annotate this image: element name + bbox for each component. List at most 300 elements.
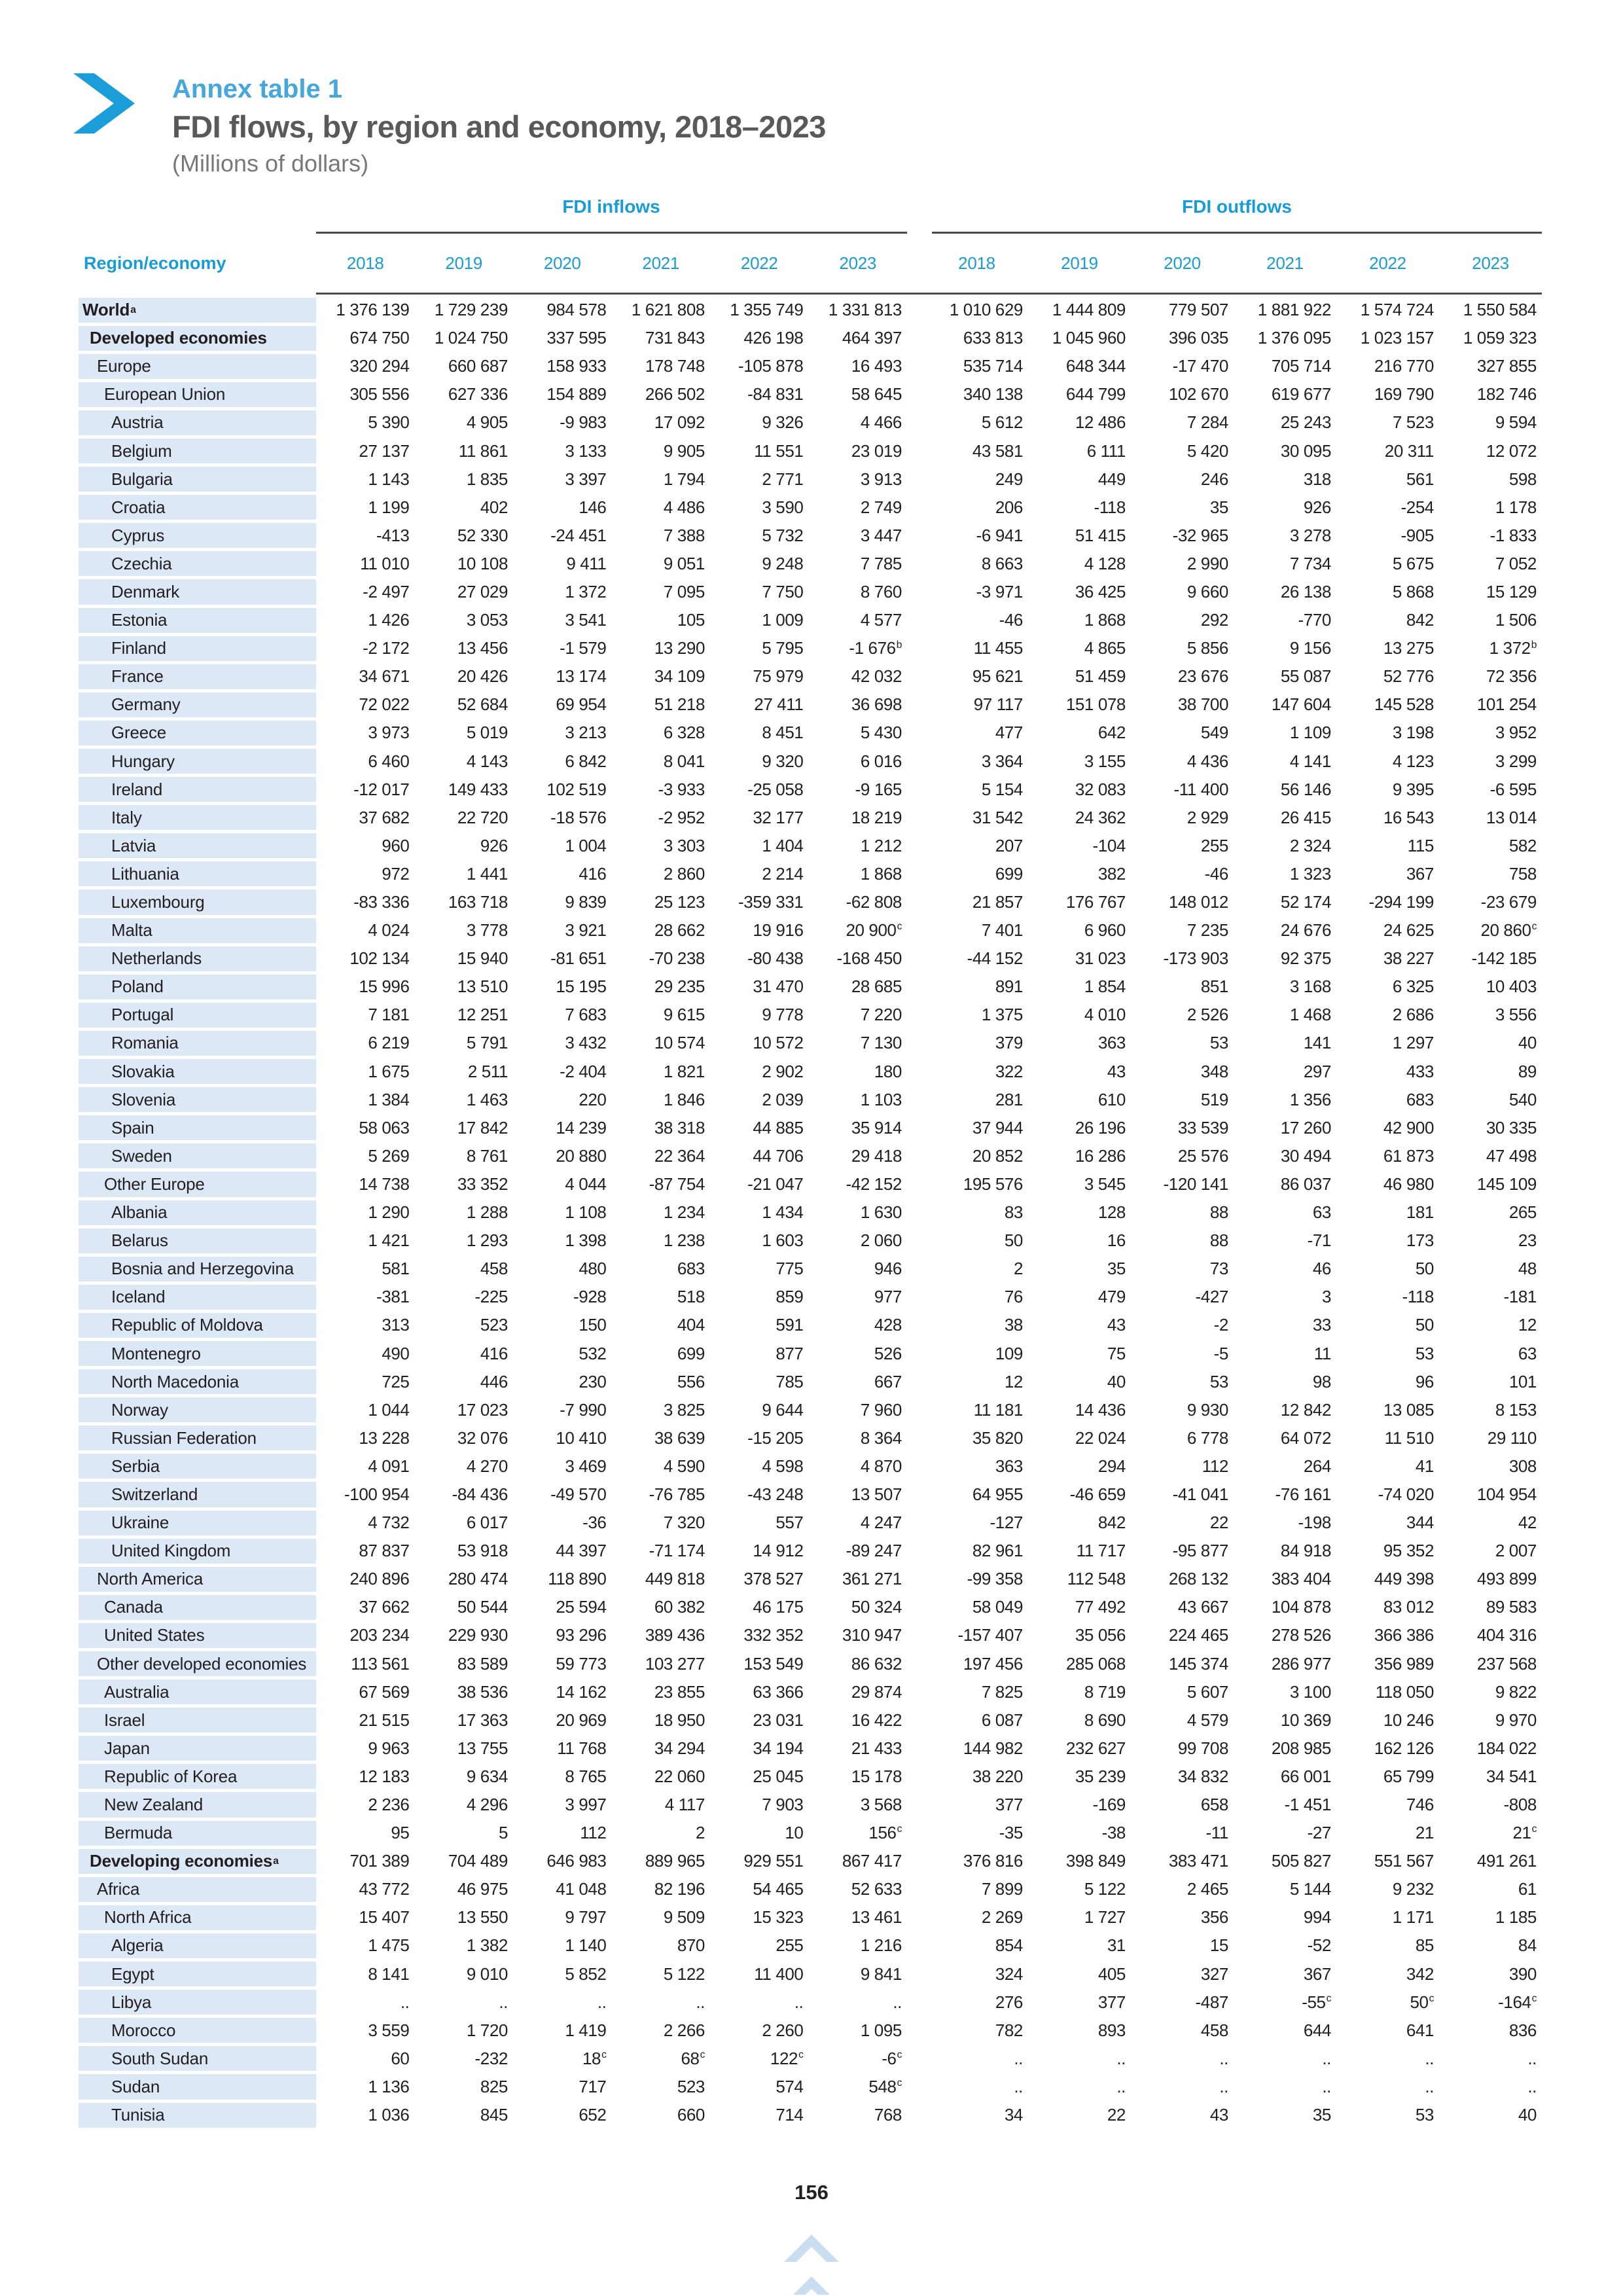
- group-gap: [907, 747, 925, 776]
- cell-outflow-2023: 491 261: [1476, 1851, 1537, 1871]
- cell-outflow-2019: 12 486: [1075, 412, 1126, 433]
- cell-inflow-2022: 153 549: [743, 1653, 804, 1674]
- group-gap: [907, 437, 925, 465]
- cell-outflow-2021: 4 141: [1289, 751, 1331, 771]
- cell-inflow-2022: -43 248: [747, 1484, 804, 1504]
- cell-inflow-2022: 785: [776, 1371, 804, 1391]
- cell-inflow-2023: 3 913: [860, 469, 902, 489]
- cell-inflow-2019: 926: [480, 835, 508, 855]
- cell-outflow-2018: 207: [995, 835, 1023, 855]
- cell-outflow-2021: -76 161: [1275, 1484, 1331, 1504]
- cell-outflow-2020: -120 141: [1163, 1174, 1228, 1194]
- cell-inflow-2019: 27 029: [457, 581, 508, 601]
- cell-outflow-2020: -95 877: [1172, 1541, 1228, 1561]
- row-label: Iceland: [79, 1285, 316, 1310]
- year-header-out-2023: 2023: [1472, 253, 1509, 273]
- cell-inflow-2018: 1 136: [368, 2076, 410, 2096]
- table-row: [79, 1255, 1542, 1283]
- row-label: Germany: [79, 692, 316, 717]
- cell-inflow-2018: 21 515: [359, 1710, 410, 1730]
- cell-outflow-2023: 7 052: [1495, 553, 1537, 573]
- cell-inflow-2023: 5 430: [860, 723, 902, 743]
- group-gap: [907, 1424, 925, 1452]
- cell-outflow-2020: 53: [1209, 1371, 1228, 1391]
- cell-inflow-2021: 3 825: [663, 1399, 705, 1420]
- cell-outflow-2018: 37 944: [972, 1117, 1023, 1138]
- cell-outflow-2023: 89 583: [1486, 1597, 1537, 1617]
- cell-inflow-2022: 9 326: [762, 412, 804, 433]
- cell-inflow-2021: 22 060: [654, 1766, 705, 1786]
- cell-outflow-2019: 842: [1097, 1513, 1126, 1533]
- cell-inflow-2019: -84 436: [452, 1484, 508, 1504]
- cell-outflow-2022: ..: [1425, 2076, 1434, 2096]
- cell-outflow-2018: -157 407: [957, 1625, 1023, 1645]
- cell-inflow-2021: 1 821: [663, 1061, 705, 1081]
- cell-outflow-2022: 367: [1406, 863, 1434, 884]
- row-label: Poland: [79, 975, 316, 999]
- cell-inflow-2019: -232: [474, 2048, 508, 2068]
- cell-outflow-2023: 582: [1508, 835, 1537, 855]
- cell-inflow-2022: 2 771: [762, 469, 804, 489]
- cell-inflow-2022: 332 352: [743, 1625, 804, 1645]
- cell-inflow-2023: 464 397: [842, 328, 902, 348]
- cell-outflow-2021: 505 827: [1271, 1851, 1331, 1871]
- group-gap: [907, 634, 925, 662]
- cell-inflow-2018: 87 837: [359, 1541, 410, 1561]
- table-row: [79, 1227, 1542, 1255]
- cell-outflow-2021: ..: [1322, 2076, 1331, 2096]
- cell-outflow-2019: -38: [1101, 1823, 1126, 1843]
- cell-outflow-2019: 112 548: [1067, 1569, 1126, 1589]
- row-label: Developing economies a: [79, 1849, 316, 1874]
- row-label: Malta: [79, 918, 316, 943]
- row-label: Republic of Korea: [79, 1764, 316, 1789]
- group-gap: [907, 691, 925, 719]
- row-label: Italy: [79, 805, 316, 830]
- cell-outflow-2023: 265: [1508, 1202, 1537, 1223]
- cell-inflow-2018: 6 219: [368, 1033, 410, 1053]
- cell-outflow-2020: 7 235: [1186, 920, 1228, 941]
- cell-inflow-2022: 44 706: [753, 1145, 804, 1166]
- cell-outflow-2023: -23 679: [1480, 892, 1537, 912]
- cell-inflow-2023: 58 645: [851, 384, 902, 404]
- cell-outflow-2020: -11 400: [1173, 779, 1228, 799]
- cell-inflow-2022: 1 009: [762, 610, 804, 630]
- table-row: [79, 1452, 1542, 1480]
- cell-outflow-2018: 82 961: [972, 1541, 1023, 1561]
- cell-outflow-2020: 43 667: [1177, 1597, 1228, 1617]
- cell-outflow-2019: 40: [1107, 1371, 1126, 1391]
- group-gap: [907, 408, 925, 437]
- table-row: [79, 1283, 1542, 1311]
- cell-inflow-2019: 11 861: [458, 440, 508, 461]
- cell-outflow-2020: -5: [1213, 1343, 1228, 1363]
- cell-outflow-2021: 367: [1303, 1964, 1331, 1984]
- row-label: Spain: [79, 1115, 316, 1140]
- cell-inflow-2021: 7 320: [663, 1513, 705, 1533]
- group-gap: [907, 1763, 925, 1791]
- cell-inflow-2018: 13 228: [359, 1427, 410, 1448]
- cell-inflow-2023: -1 676$^b$: [849, 638, 902, 658]
- cell-inflow-2018: 3 559: [368, 2020, 410, 2040]
- cell-outflow-2022: 85: [1415, 1935, 1434, 1956]
- cell-outflow-2018: 1 010 629: [949, 300, 1023, 320]
- cell-outflow-2022: 46 980: [1383, 1174, 1434, 1194]
- table-row: [79, 1537, 1542, 1565]
- group-gap: [907, 1368, 925, 1396]
- cell-outflow-2023: 8 153: [1495, 1399, 1537, 1420]
- cell-inflow-2019: 52 330: [457, 525, 508, 545]
- table-row: [79, 1198, 1542, 1227]
- cell-outflow-2022: 551 567: [1374, 1851, 1434, 1871]
- group-gap: [907, 522, 925, 550]
- cell-inflow-2023: 15 178: [851, 1766, 902, 1786]
- cell-outflow-2021: 3 100: [1289, 1681, 1331, 1702]
- cell-inflow-2018: 4 732: [368, 1513, 410, 1533]
- inflows-group-rule: [316, 232, 907, 234]
- cell-outflow-2022: 53: [1415, 2105, 1434, 2125]
- cell-outflow-2022: 4 123: [1392, 751, 1434, 771]
- group-gap: [907, 1509, 925, 1537]
- cell-outflow-2019: 1 868: [1084, 610, 1126, 630]
- cell-outflow-2019: 1 727: [1084, 1907, 1126, 1928]
- cell-outflow-2018: 3 364: [981, 751, 1023, 771]
- cell-inflow-2019: 6 017: [466, 1513, 508, 1533]
- cell-inflow-2019: 52 684: [457, 694, 508, 715]
- cell-outflow-2018: -35: [999, 1823, 1023, 1843]
- cell-outflow-2018: 43 581: [972, 440, 1023, 461]
- cell-inflow-2018: 240 896: [349, 1569, 410, 1589]
- year-header-out-2021: 2021: [1266, 253, 1304, 273]
- cell-inflow-2020: -1 579: [560, 638, 607, 658]
- cell-outflow-2020: 33 539: [1177, 1117, 1228, 1138]
- cell-outflow-2020: 327: [1200, 1964, 1228, 1984]
- cell-inflow-2021: 660: [677, 2105, 705, 2125]
- cell-inflow-2023: 3 568: [860, 1795, 902, 1815]
- cell-outflow-2021: 1 323: [1289, 863, 1331, 884]
- cell-inflow-2018: 581: [382, 1259, 410, 1279]
- cell-inflow-2020: -2 404: [560, 1061, 607, 1081]
- row-label: Finland: [79, 636, 316, 661]
- cell-outflow-2021: 297: [1303, 1061, 1331, 1081]
- cell-inflow-2023: 310 947: [842, 1625, 902, 1645]
- cell-inflow-2021: 389 436: [645, 1625, 705, 1645]
- cell-outflow-2022: 356 989: [1374, 1653, 1434, 1674]
- cell-inflow-2022: 591: [776, 1315, 804, 1335]
- cell-inflow-2019: 17 023: [457, 1399, 508, 1420]
- row-label: Libya: [79, 1990, 316, 2015]
- table-row: [79, 2073, 1542, 2101]
- group-gap: [907, 2017, 925, 2045]
- table-row: [79, 860, 1542, 888]
- cell-inflow-2020: 3 397: [565, 469, 607, 489]
- cell-inflow-2023: 86 632: [851, 1653, 902, 1674]
- cell-outflow-2019: 5 122: [1084, 1879, 1126, 1899]
- cell-inflow-2019: 1 288: [466, 1202, 508, 1223]
- row-label: Slovenia: [79, 1087, 316, 1112]
- cell-outflow-2022: 9 232: [1392, 1879, 1434, 1899]
- cell-outflow-2020: -41 041: [1172, 1484, 1228, 1504]
- cell-inflow-2018: 1 675: [368, 1061, 410, 1081]
- row-label: South Sudan: [79, 2046, 316, 2071]
- table-row: [79, 1931, 1542, 1960]
- cell-outflow-2020: 356: [1200, 1907, 1228, 1928]
- cell-outflow-2018: 38: [1004, 1315, 1023, 1335]
- table-row: [79, 804, 1542, 832]
- cell-outflow-2020: 5 607: [1186, 1681, 1228, 1702]
- table-row: [79, 1339, 1542, 1367]
- table-row: [79, 1114, 1542, 1142]
- row-label: Norway: [79, 1397, 316, 1422]
- cell-inflow-2019: 3 778: [466, 920, 508, 941]
- cell-outflow-2019: 363: [1097, 1033, 1126, 1053]
- cell-outflow-2020: -32 965: [1172, 525, 1228, 545]
- cell-outflow-2021: 24 676: [1280, 920, 1331, 941]
- cell-inflow-2020: 1 140: [565, 1935, 607, 1956]
- cell-outflow-2020: 224 465: [1168, 1625, 1228, 1645]
- cell-outflow-2021: 1 376 095: [1257, 328, 1331, 348]
- row-label: North America: [79, 1567, 316, 1592]
- cell-outflow-2020: 22: [1209, 1513, 1228, 1533]
- cell-inflow-2023: 361 271: [842, 1569, 902, 1589]
- row-label: Serbia: [79, 1454, 316, 1479]
- cell-outflow-2021: 3 168: [1289, 977, 1331, 997]
- cell-outflow-2023: 104 954: [1476, 1484, 1537, 1504]
- cell-inflow-2020: 20 969: [556, 1710, 607, 1730]
- cell-inflow-2022: 877: [776, 1343, 804, 1363]
- table-row: [79, 1621, 1542, 1649]
- row-label: Ukraine: [79, 1511, 316, 1535]
- cell-outflow-2020: 779 507: [1168, 300, 1228, 320]
- cell-outflow-2019: 35 056: [1075, 1625, 1126, 1645]
- cell-outflow-2019: 51 459: [1075, 666, 1126, 687]
- cell-inflow-2022: 426 198: [743, 328, 804, 348]
- cell-inflow-2022: 46 175: [753, 1597, 804, 1617]
- cell-inflow-2019: 13 755: [457, 1738, 508, 1758]
- cell-outflow-2019: 382: [1097, 863, 1126, 884]
- cell-inflow-2018: 203 234: [349, 1625, 410, 1645]
- group-gap: [907, 1931, 925, 1960]
- table-row: [79, 1001, 1542, 1029]
- cell-outflow-2022: 96: [1415, 1371, 1434, 1391]
- cell-outflow-2021: 98: [1312, 1371, 1331, 1391]
- cell-outflow-2020: 6 778: [1186, 1427, 1228, 1448]
- cell-inflow-2018: -381: [376, 1287, 410, 1307]
- cell-outflow-2022: 53: [1415, 1343, 1434, 1363]
- cell-inflow-2021: ..: [696, 1992, 705, 2012]
- table-row: [79, 634, 1542, 662]
- cell-outflow-2022: 3 198: [1392, 723, 1434, 743]
- group-gap: [907, 1114, 925, 1142]
- cell-inflow-2021: 6 328: [663, 723, 705, 743]
- cell-outflow-2020: 5 856: [1186, 638, 1228, 658]
- cell-outflow-2021: 264: [1303, 1456, 1331, 1476]
- cell-outflow-2019: 1 854: [1084, 977, 1126, 997]
- group-gap: [907, 240, 925, 280]
- cell-inflow-2023: 3 447: [860, 525, 902, 545]
- cell-inflow-2019: 660 687: [448, 356, 508, 376]
- cell-inflow-2022: 34 194: [753, 1738, 804, 1758]
- cell-inflow-2020: 6 842: [565, 751, 607, 771]
- cell-outflow-2023: 101: [1508, 1371, 1537, 1391]
- group-gap: [907, 550, 925, 578]
- cell-inflow-2020: 230: [579, 1371, 607, 1391]
- cell-inflow-2018: 67 569: [359, 1681, 410, 1702]
- cell-outflow-2021: 208 985: [1271, 1738, 1331, 1758]
- cell-inflow-2022: -15 205: [747, 1427, 804, 1448]
- chevron-up-icon: [784, 2229, 839, 2295]
- cell-outflow-2020: -2: [1213, 1315, 1228, 1335]
- cell-outflow-2023: 47 498: [1486, 1145, 1537, 1166]
- cell-inflow-2023: 946: [874, 1259, 902, 1279]
- table-row: [79, 1988, 1542, 2017]
- cell-outflow-2020: 4 579: [1186, 1710, 1228, 1730]
- cell-outflow-2018: 38 220: [972, 1766, 1023, 1786]
- cell-outflow-2018: 376 816: [963, 1851, 1023, 1871]
- group-gap: [907, 2101, 925, 2129]
- cell-outflow-2022: 42 900: [1383, 1117, 1434, 1138]
- cell-outflow-2019: 479: [1097, 1287, 1126, 1307]
- cell-outflow-2018: 109: [995, 1343, 1023, 1363]
- cell-inflow-2020: 93 296: [556, 1625, 607, 1645]
- cell-inflow-2018: -2 172: [363, 638, 410, 658]
- cell-inflow-2023: 9 841: [860, 1964, 902, 1984]
- cell-inflow-2023: 4 870: [860, 1456, 902, 1476]
- cell-inflow-2021: -71 174: [649, 1541, 705, 1561]
- cell-inflow-2018: 674 750: [349, 328, 410, 348]
- cell-outflow-2020: 4 436: [1186, 751, 1228, 771]
- cell-inflow-2021: 449 818: [645, 1569, 705, 1589]
- cell-inflow-2021: 9 905: [663, 440, 705, 461]
- page-number: 156: [794, 2181, 829, 2204]
- cell-outflow-2023: 89: [1518, 1061, 1537, 1081]
- table-row: [79, 1678, 1542, 1706]
- cell-outflow-2020: 148 012: [1168, 892, 1228, 912]
- cell-inflow-2020: 146: [579, 497, 607, 517]
- table-row: [79, 973, 1542, 1001]
- group-gap: [907, 1593, 925, 1621]
- cell-inflow-2023: 8 364: [860, 1427, 902, 1448]
- cell-outflow-2023: 182 746: [1476, 384, 1537, 404]
- cell-inflow-2022: 2 902: [762, 1061, 804, 1081]
- cell-inflow-2021: 889 965: [645, 1851, 705, 1871]
- cell-outflow-2021: 705 714: [1271, 356, 1331, 376]
- cell-inflow-2018: 37 682: [359, 807, 410, 827]
- cell-outflow-2023: -142 185: [1471, 948, 1537, 969]
- cell-outflow-2021: 64 072: [1280, 1427, 1331, 1448]
- cell-inflow-2023: 4 577: [860, 610, 902, 630]
- cell-outflow-2020: 35: [1209, 497, 1228, 517]
- group-gap: [907, 324, 925, 352]
- cell-inflow-2022: 122$^c$: [770, 2048, 804, 2068]
- cell-inflow-2021: 60 382: [654, 1597, 705, 1617]
- cell-inflow-2021: 1 621 808: [631, 300, 705, 320]
- row-label: Other developed economies: [79, 1651, 316, 1676]
- cell-outflow-2023: 493 899: [1476, 1569, 1537, 1589]
- group-gap: [907, 1142, 925, 1170]
- group-gap: [907, 1086, 925, 1114]
- cell-inflow-2022: 25 045: [753, 1766, 804, 1786]
- cell-outflow-2021: 141: [1303, 1033, 1331, 1053]
- cell-inflow-2019: 280 474: [448, 1569, 508, 1589]
- table-row: [79, 1819, 1542, 1847]
- cell-inflow-2020: 14 162: [556, 1681, 607, 1702]
- cell-outflow-2023: ..: [1527, 2048, 1537, 2068]
- cell-outflow-2023: 30 335: [1486, 1117, 1537, 1138]
- cell-outflow-2018: 34: [1004, 2105, 1023, 2125]
- cell-inflow-2018: 1 199: [368, 497, 410, 517]
- cell-inflow-2018: 1 376 139: [336, 300, 410, 320]
- cell-outflow-2020: -427: [1195, 1287, 1228, 1307]
- cell-inflow-2018: 960: [382, 835, 410, 855]
- row-label: Belarus: [79, 1229, 316, 1253]
- cell-inflow-2022: 11 551: [754, 440, 804, 461]
- cell-inflow-2020: 646 983: [546, 1851, 607, 1871]
- cell-outflow-2019: 32 083: [1075, 779, 1126, 799]
- cell-outflow-2020: 519: [1200, 1089, 1228, 1109]
- cell-inflow-2018: 72 022: [359, 694, 410, 715]
- cell-inflow-2021: 105: [677, 610, 705, 630]
- row-label: Croatia: [79, 495, 316, 520]
- year-header-out-2019: 2019: [1061, 253, 1098, 273]
- cell-outflow-2018: 2: [1013, 1259, 1023, 1279]
- cell-outflow-2023: 2 007: [1495, 1541, 1537, 1561]
- cell-inflow-2022: 859: [776, 1287, 804, 1307]
- cell-inflow-2021: 29 235: [654, 977, 705, 997]
- cell-outflow-2018: -44 152: [967, 948, 1023, 969]
- cell-inflow-2019: 53 918: [457, 1541, 508, 1561]
- cell-outflow-2019: -46 659: [1069, 1484, 1126, 1504]
- group-gap: [907, 1452, 925, 1480]
- year-header-in-2020: 2020: [543, 253, 581, 273]
- cell-outflow-2019: 294: [1097, 1456, 1126, 1476]
- cell-inflow-2020: 3 997: [565, 1795, 607, 1815]
- row-label: Republic of Moldova: [79, 1313, 316, 1338]
- annex-table-label: Annex table 1: [172, 75, 343, 103]
- cell-inflow-2020: 9 839: [565, 892, 607, 912]
- cell-inflow-2020: 3 133: [565, 440, 607, 461]
- table-row: [79, 324, 1542, 352]
- cell-outflow-2023: 20 860$^c$: [1480, 920, 1537, 941]
- year-header-in-2023: 2023: [839, 253, 877, 273]
- table-body: [79, 296, 1542, 2129]
- cell-outflow-2023: 540: [1508, 1089, 1537, 1109]
- cell-inflow-2021: -76 785: [649, 1484, 705, 1504]
- row-label: Ireland: [79, 777, 316, 802]
- cell-inflow-2021: 34 294: [654, 1738, 705, 1758]
- table-row: [79, 1903, 1542, 1931]
- cell-outflow-2019: 893: [1097, 2020, 1126, 2040]
- cell-outflow-2020: 9 660: [1186, 581, 1228, 601]
- cell-outflow-2022: 52 776: [1383, 666, 1434, 687]
- cell-inflow-2021: 1 846: [663, 1089, 705, 1109]
- cell-inflow-2021: 1 794: [663, 469, 705, 489]
- table-row: [79, 916, 1542, 944]
- row-label: Europe: [79, 354, 316, 379]
- cell-outflow-2018: 64 955: [972, 1484, 1023, 1504]
- cell-outflow-2021: 26 138: [1280, 581, 1331, 601]
- cell-inflow-2021: -87 754: [649, 1174, 705, 1194]
- group-gap: [907, 662, 925, 691]
- cell-inflow-2022: 2 039: [762, 1089, 804, 1109]
- table-row: [79, 1086, 1542, 1114]
- cell-outflow-2019: 3 545: [1084, 1174, 1126, 1194]
- row-label: Netherlands: [79, 946, 316, 971]
- cell-outflow-2022: 21: [1415, 1823, 1434, 1843]
- cell-outflow-2018: 5 154: [981, 779, 1023, 799]
- cell-outflow-2018: 6 087: [981, 1710, 1023, 1730]
- cell-inflow-2023: 1 331 813: [828, 300, 902, 320]
